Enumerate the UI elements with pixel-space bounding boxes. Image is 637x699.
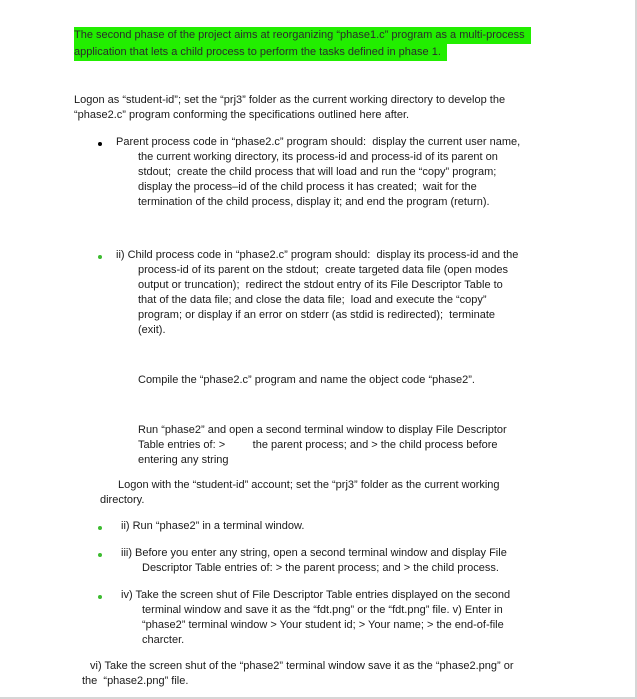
- bullet-child: [98, 255, 102, 259]
- run-line: Table entries of: > the parent process; and > the child process before: [138, 439, 498, 451]
- parent-line: Parent process code in “phase2.c” program should: display the current user name,: [116, 136, 521, 148]
- step-iii-line: Descriptor Table entries of: > the parent process; and > the child process.: [142, 562, 499, 574]
- bullet-step-iii: [98, 553, 102, 557]
- child-line: output or truncation); redirect the stdout entry of its File Descriptor Table to: [138, 279, 503, 291]
- run-line: entering any string: [138, 454, 229, 466]
- highlight-line: application that lets a child process to perform the tasks defined in phase 1.: [74, 44, 447, 61]
- bullet-step-iv: [98, 595, 102, 599]
- run-line: Run “phase2” and open a second terminal window to display File Descriptor: [138, 424, 507, 436]
- child-line: (exit).: [138, 324, 166, 336]
- compile-instruction: Compile the “phase2.c” program and name the object code “phase2”.: [138, 374, 475, 386]
- intro-paragraph: [74, 93, 505, 123]
- parent-line: termination of the child process, display it; and end the program (return).: [138, 196, 490, 208]
- step-vi-line: vi) Take the screen shut of the “phase2” terminal window save it as the “phase2.png” or: [90, 660, 514, 672]
- parent-line: stdout; create the child process that will load and run the “copy” program;: [138, 166, 497, 178]
- child-process-paragraph: [116, 248, 518, 338]
- intro-line: Logon as “student-id”; set the “prj3” folder as the current working directory to develop the: [74, 94, 506, 106]
- child-line: ii) Child process code in “phase2.c” program should: display its process-id and the: [116, 249, 519, 261]
- step-iii: [121, 546, 507, 576]
- step-vi-line: the “phase2.png” file.: [82, 675, 189, 687]
- step-iv-line: iv) Take the screen shut of File Descriptor Table entries displayed on the second: [121, 589, 511, 601]
- logon-line: directory.: [100, 494, 145, 506]
- child-line: process-id of its parent on the stdout; create targeted data file (open modes: [138, 264, 508, 276]
- bullet-step-ii: [98, 526, 102, 530]
- parent-line: the current working directory, its process-id and process-id of its parent on: [138, 151, 498, 163]
- step-vi: [82, 659, 514, 689]
- highlight-line: The second phase of the project aims at reorganizing “phase1.c” program as a multi-process: [74, 27, 531, 44]
- highlighted-intro: [74, 27, 531, 61]
- parent-line: display the process–id of the child process it has created; wait for the: [138, 181, 477, 193]
- child-line: program; or display if an error on stderr (as stdid is redirected); terminate: [138, 309, 496, 321]
- step-iv: [121, 588, 510, 648]
- bullet-parent: [98, 142, 102, 146]
- run-instruction: [138, 423, 507, 468]
- step-iv-line: charcter.: [142, 634, 185, 646]
- parent-process-paragraph: [116, 135, 520, 210]
- logon-line: Logon with the “student-id” account; set the “prj3” folder as the current working: [118, 479, 500, 491]
- intro-line: “phase2.c” program conforming the specifications outlined here after.: [74, 109, 410, 121]
- child-line: that of the data file; and close the data file; load and execute the “copy”: [138, 294, 487, 306]
- step-iv-line: “phase2” terminal window > Your student id; > Your name; > the end-of-file: [142, 619, 504, 631]
- step-ii: ii) Run “phase2” in a terminal window.: [121, 520, 305, 532]
- logon-paragraph: [100, 478, 500, 508]
- step-iv-line: terminal window and save it as the “fdt.png” or the “fdt.png” file. v) Enter in: [142, 604, 503, 616]
- step-iii-line: iii) Before you enter any string, open a second terminal window and display File: [121, 547, 507, 559]
